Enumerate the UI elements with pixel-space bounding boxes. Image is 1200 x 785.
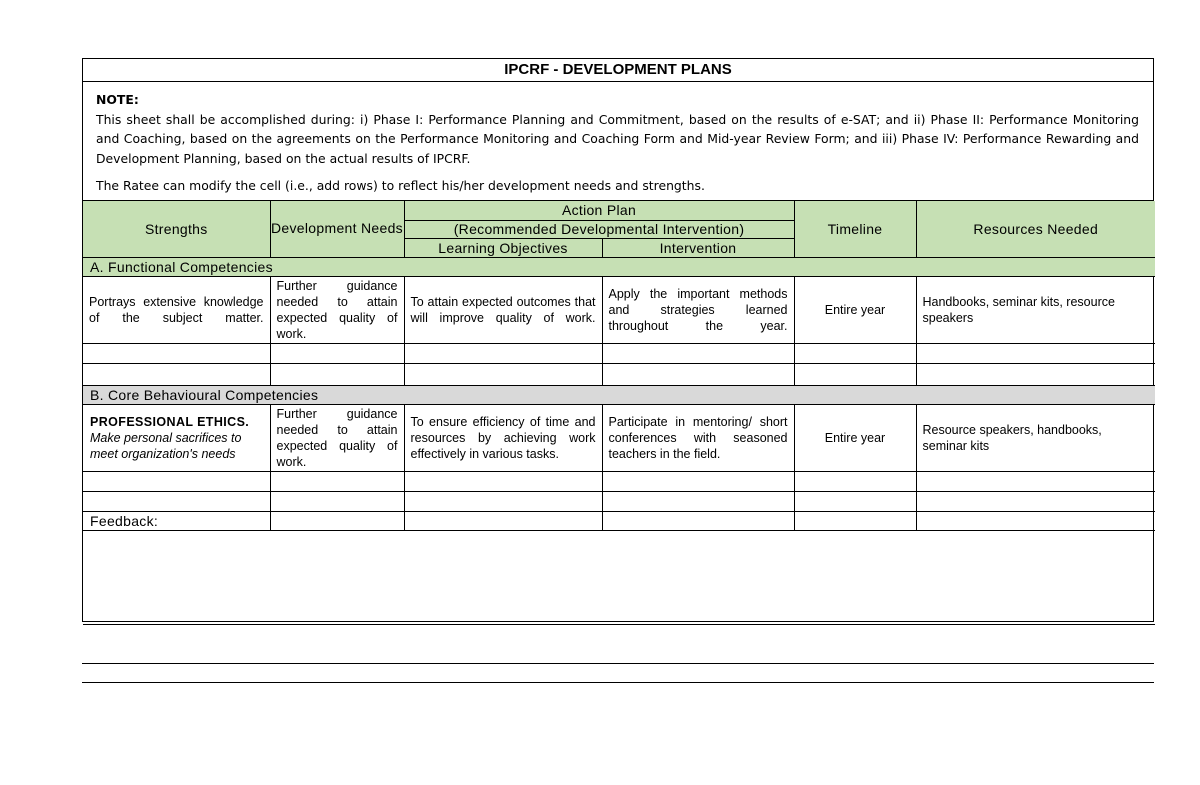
empty-cell[interactable] [83, 471, 270, 491]
divider-line [82, 663, 1154, 664]
cell-learning-objective[interactable]: To ensure efficiency of time and resources by achieving work effectively in various tasks. [404, 404, 602, 471]
empty-cell[interactable] [404, 491, 602, 511]
empty-cell[interactable] [602, 363, 794, 385]
empty-cell[interactable] [916, 511, 1155, 530]
empty-cell[interactable] [270, 511, 404, 530]
section-core-behavioural-competencies: B. Core Behavioural Competencies [83, 385, 1155, 404]
note-extra: The Ratee can modify the cell (i.e., add rows) to reflect his/her development needs and strengths. [96, 178, 705, 193]
section-functional-competencies: A. Functional Competencies [83, 257, 1155, 276]
header-intervention: Intervention [602, 238, 794, 257]
feedback-area[interactable] [83, 530, 1155, 624]
empty-cell[interactable] [270, 491, 404, 511]
empty-cell[interactable] [602, 343, 794, 363]
header-strengths: Strengths [83, 201, 270, 257]
empty-cell[interactable] [602, 511, 794, 530]
empty-cell[interactable] [794, 471, 916, 491]
table-row [83, 363, 1155, 385]
empty-cell[interactable] [83, 491, 270, 511]
header-action-plan: Action Plan [404, 201, 794, 220]
empty-cell[interactable] [602, 471, 794, 491]
table-row [83, 404, 1155, 471]
empty-cell[interactable] [404, 471, 602, 491]
strength-title: PROFESSIONAL ETHICS. [90, 414, 250, 429]
note-body: This sheet shall be accomplished during: i) Phase I: Performance Planning and Commitment, based on the results of e-SAT; and ii) Phase II: Performance Monitoring and Coaching, based on the agreements on the Performance Monitoring and Coaching Form and Mid-year Review Form; and iii) Phase IV: Performance Rewarding and Development Planning, based on the actual results of IPCRF. [96, 111, 1139, 166]
header-learning-objectives: Learning Objectives [404, 238, 602, 257]
empty-cell[interactable] [916, 363, 1155, 385]
table-row [83, 276, 1155, 343]
empty-cell[interactable] [404, 343, 602, 363]
empty-cell[interactable] [270, 363, 404, 385]
note-block [83, 82, 1153, 201]
empty-cell[interactable] [83, 363, 270, 385]
cell-learning-objective[interactable]: To attain expected outcomes that will improve quality of work. [404, 276, 602, 343]
empty-cell[interactable] [916, 471, 1155, 491]
table-row [83, 491, 1155, 511]
cell-timeline[interactable]: Entire year [794, 404, 916, 471]
development-plan-table [83, 201, 1155, 625]
empty-cell[interactable] [404, 511, 602, 530]
empty-cell[interactable] [794, 511, 916, 530]
cell-resources[interactable]: Handbooks, seminar kits, resource speakers [916, 276, 1155, 343]
strength-description: Make personal sacrifices to meet organization's needs [90, 430, 242, 461]
empty-cell[interactable] [404, 363, 602, 385]
empty-cell[interactable] [270, 343, 404, 363]
empty-cell[interactable] [794, 343, 916, 363]
header-recommended-intervention: (Recommended Developmental Intervention) [404, 220, 794, 238]
cell-intervention[interactable]: Apply the important methods and strategies learned throughout the year. [602, 276, 794, 343]
cell-strength[interactable] [83, 404, 270, 471]
empty-cell[interactable] [602, 491, 794, 511]
table-row [83, 471, 1155, 491]
empty-cell[interactable] [83, 343, 270, 363]
cell-timeline[interactable]: Entire year [794, 276, 916, 343]
development-plan-sheet [82, 58, 1154, 622]
empty-cell[interactable] [794, 491, 916, 511]
empty-cell[interactable] [916, 491, 1155, 511]
cell-development-need[interactable]: Further guidance needed to attain expected quality of work. [270, 276, 404, 343]
header-development-needs: Development Needs [270, 201, 404, 257]
empty-cell[interactable] [794, 363, 916, 385]
cell-strength[interactable]: Portrays extensive knowledge of the subject matter. [83, 276, 270, 343]
empty-cell[interactable] [270, 471, 404, 491]
table-row [83, 343, 1155, 363]
feedback-label: Feedback: [83, 511, 270, 530]
cell-development-need[interactable]: Further guidance needed to attain expected quality of work. [270, 404, 404, 471]
empty-cell[interactable] [916, 343, 1155, 363]
header-timeline: Timeline [794, 201, 916, 257]
header-resources-needed: Resources Needed [916, 201, 1155, 257]
cell-intervention[interactable]: Participate in mentoring/ short conferences with seasoned teachers in the field. [602, 404, 794, 471]
divider-line [82, 682, 1154, 683]
page-title: IPCRF - DEVELOPMENT PLANS [83, 59, 1153, 82]
cell-resources[interactable]: Resource speakers, handbooks, seminar kits [916, 404, 1155, 471]
note-label: NOTE: [96, 92, 139, 107]
